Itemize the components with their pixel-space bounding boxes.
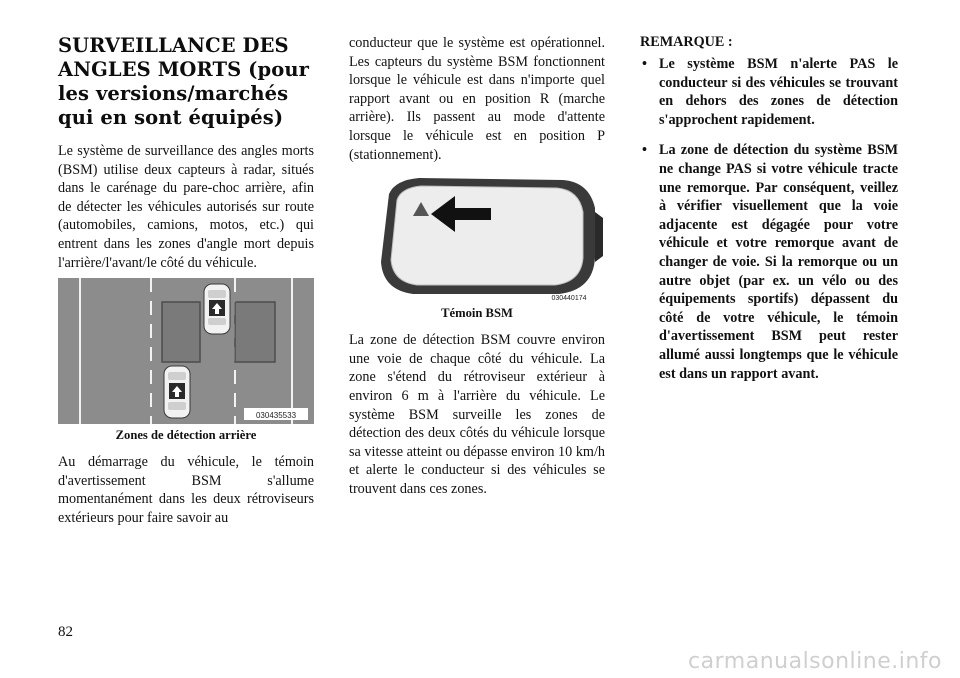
figure-caption: Zones de détection arrière [115, 428, 257, 443]
section-title: SURVEILLANCE DES ANGLES MORTS (pour les versions/marchés qui en sont équipés) [58, 34, 309, 129]
bullet-icon: • [642, 142, 647, 159]
note-text: Le système BSM n'alerte PAS le conducteur si des véhicules se trouvant en dehors des zones de détection s'approchent rapidement. [659, 56, 898, 128]
column-middle [349, 34, 605, 499]
startup-paragraph-start: Au démarrage du véhicule, le témoin d'avertissement BSM s'allume momentanément dans les deux rétroviseurs extérieurs pour faire savoir au [58, 454, 314, 526]
intro-paragraph: Le système de surveillance des angles morts (BSM) utilise deux capteurs à radar, situés dans le carénage du pare-choc arrière, afin de détecter les véhicules autorisés sur route (automobiles, camions, motos, etc.) qui entrent dans les zones d'angle mort depuis l'arrière/l'avant/le côté du véhicule. [58, 143, 314, 271]
detection-zones-illustration [58, 278, 314, 424]
bullet-icon: • [642, 56, 647, 72]
figure-code: 030435533 [255, 411, 297, 421]
startup-paragraph-end: conducteur que le système est opérationnel. Les capteurs du système BSM fonctionnent lorsque le véhicule est dans n'importe quel rapport avant ou en position R (marche arrière). Ils passent au mode d'attente lorsque le véhicule est en position P (stationnement). [349, 35, 605, 163]
note-item [640, 55, 898, 129]
bsm-mirror-figure [349, 172, 605, 302]
side-mirror-illustration [349, 172, 605, 302]
note-item [640, 141, 898, 383]
detection-zones-figure [58, 278, 314, 424]
page-number: 82 [58, 624, 73, 640]
figure-code: 030440174 [551, 295, 587, 303]
zone-paragraph: La zone de détection BSM couvre environ une voie de chaque côté du véhicule. La zone s'étend du rétroviseur extérieur à environ 6 m à l'arrière du véhicule. Le système BSM surveille les zones de détection des deux côtés du véhicule lorsque sa vitesse atteint ou dépasse environ 10 km/h et alerte le conducteur si des véhicules se trouvent dans ces zones. [349, 332, 605, 497]
column-left [58, 34, 314, 528]
note-text: La zone de détection du système BSM ne change PAS si votre véhicule tracte une remorque. Par conséquent, veillez à vérifier visuellement que la voie adjacente est dégagée pour votre véhicule et votre remorque avant de changer de voie. Si la remorque ou un autre objet (par ex. un vélo ou des équipements sportifs) dépassent du côté de votre véhicule, le témoin d'avertissement BSM peut rester allumé aussi longtemps que le véhicule est dans un rapport avant. [659, 142, 898, 382]
note-list [640, 55, 898, 383]
car-front-icon [204, 284, 230, 334]
column-right [640, 34, 898, 395]
car-rear-icon [164, 366, 190, 418]
right-detection-zone [235, 302, 275, 362]
left-detection-zone [162, 302, 200, 362]
watermark: carmanualsonline.info [688, 649, 942, 674]
note-heading: REMARQUE : [640, 34, 733, 50]
figure-caption: Témoin BSM [441, 306, 513, 321]
